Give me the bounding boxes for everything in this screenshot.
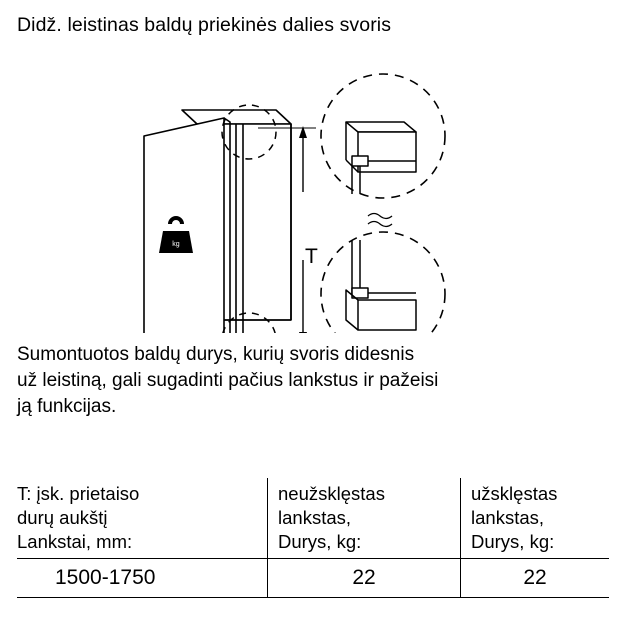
header-col3-line1: užsklęstas [471,483,558,504]
header-col1-line2: durų aukštį [17,507,108,528]
dimension-label-t: T [305,245,318,268]
svg-text:kg: kg [172,241,180,248]
page-title: Didž. leistinas baldų priekinės dalies svoris [17,14,392,36]
header-col2-line2: lankstas, [278,507,352,528]
table-row [17,559,609,597]
header-cell-unlatched [267,478,460,558]
figure-illustration [0,48,625,333]
table-header-row [17,478,609,558]
cell-hinge-range: 1500-1750 [55,566,156,589]
body-line-2: už leistiną, gali sugadinti pačius lankstus ir pažeisi [17,370,439,391]
header-col3-line3: Durys, kg: [471,531,555,552]
specification-table [17,478,609,598]
header-col1-line3: Lankstai, mm: [17,531,133,552]
header-col2-line1: neužsklęstas [278,483,385,504]
appliance-diagram-svg [0,48,625,333]
header-col3-line2: lankstas, [471,507,545,528]
body-paragraph [17,342,617,420]
header-col1-line1: T: įsk. prietaiso [17,483,140,504]
cell-latched-weight: 22 [460,559,609,597]
header-cell-hinges [17,478,267,558]
cell-unlatched-weight: 22 [267,559,460,597]
body-line-1: Sumontuotos baldų durys, kurių svoris didesnis [17,344,415,365]
header-cell-latched [460,478,609,558]
header-col2-line3: Durys, kg: [278,531,362,552]
table-bottom-rule [17,597,609,598]
body-line-3: ją funkcijas. [17,396,117,417]
